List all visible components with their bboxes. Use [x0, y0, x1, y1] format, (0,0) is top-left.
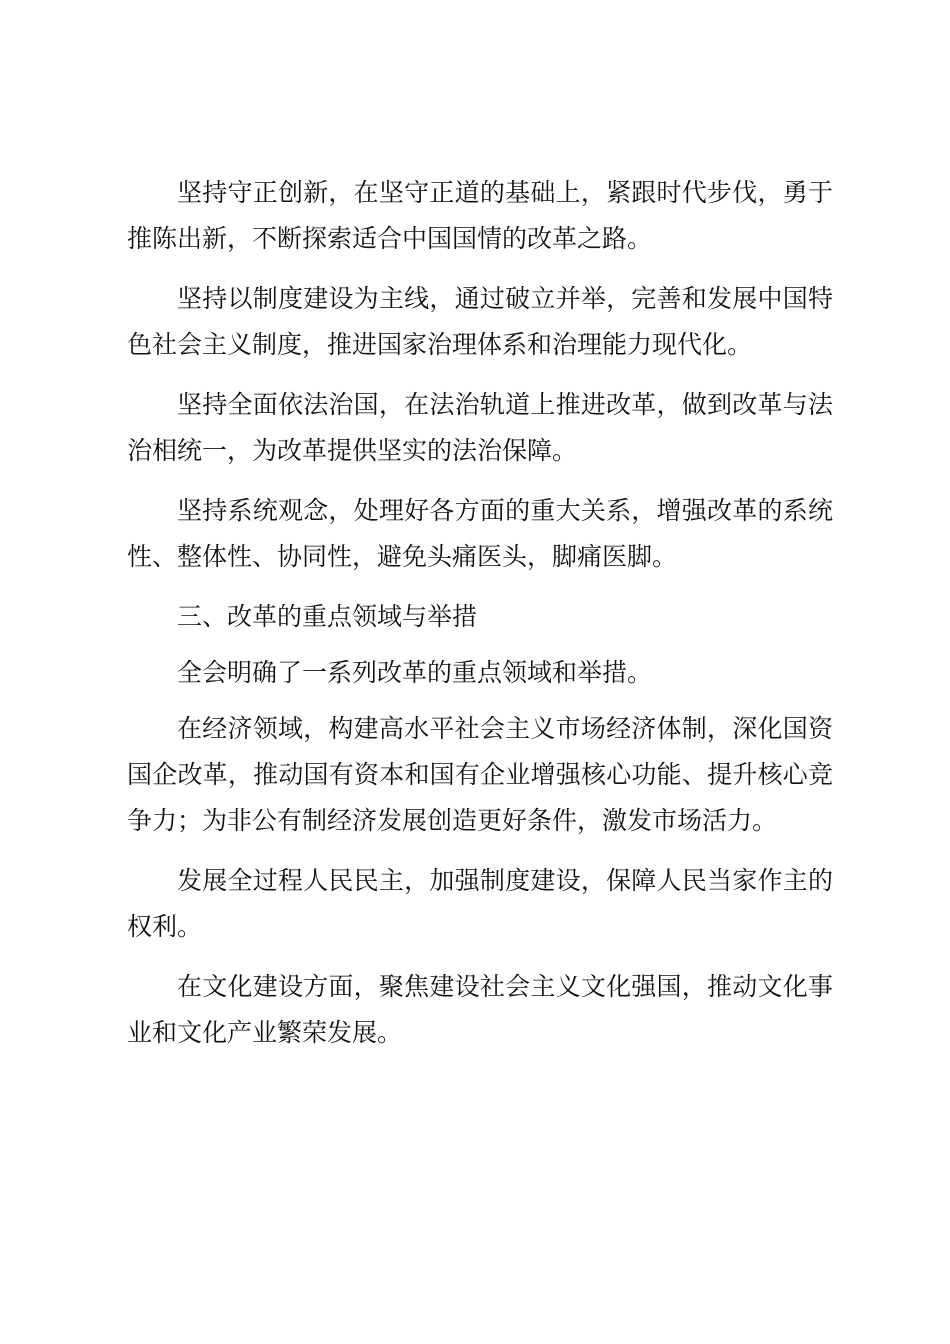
paragraph-wenhua-jianshe: 在文化建设方面，聚焦建设社会主义文化强国，推动文化事业和文化产业繁荣发展。	[127, 972, 833, 1047]
paragraph-jingji-lingyu: 在经济领域，构建高水平社会主义市场经济体制，深化国资国企改革，推动国有资本和国有企业增强核心功能、提升核心竞争力；为非公有制经济发展创造更好条件，激发市场活力。	[127, 714, 833, 835]
paragraph-zhidu-jianshe: 坚持以制度建设为主线，通过破立并举，完善和发展中国特色社会主义制度，推进国家治理体系和治理能力现代化。	[127, 284, 833, 359]
paragraph-quanhui-mingque: 全会明确了一系列改革的重点领域和举措。	[177, 658, 653, 687]
paragraph-shouzheng-chuangxin: 坚持守正创新，在坚守正道的基础上，紧跟时代步伐，勇于推陈出新，不断探索适合中国国情的改革之路。	[127, 178, 833, 253]
paragraph-renmin-minzhu: 发展全过程人民民主，加强制度建设，保障人民当家作主的权利。	[127, 866, 833, 941]
paragraph-xitong-guannian: 坚持系统观念，处理好各方面的重大关系，增强改革的系统性、整体性、协同性，避免头痛医头，脚痛医脚。	[127, 496, 833, 571]
section-heading: 三、改革的重点领域与举措	[177, 602, 478, 631]
paragraph-yifa-zhiguo: 坚持全面依法治国，在法治轨道上推进改革，做到改革与法治相统一，为改革提供坚实的法治保障。	[127, 390, 833, 465]
document-body	[127, 170, 833, 1070]
